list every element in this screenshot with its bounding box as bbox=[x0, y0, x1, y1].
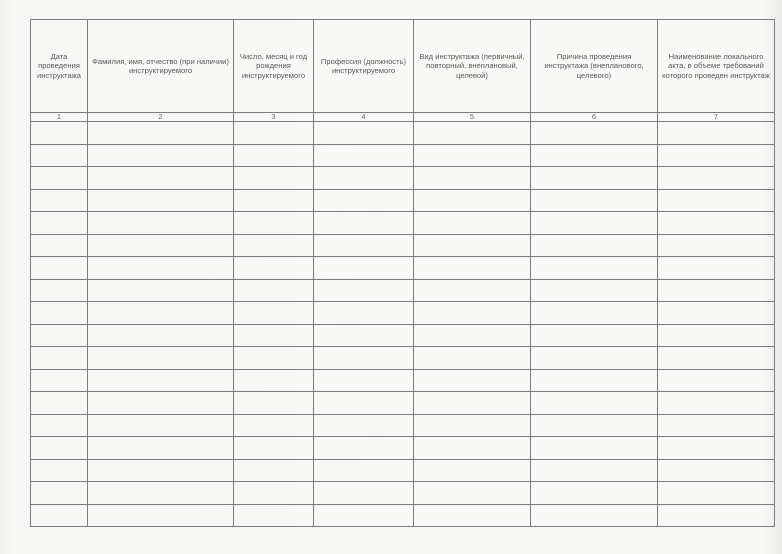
table-cell bbox=[88, 212, 234, 235]
table-cell bbox=[31, 504, 88, 527]
table-cell bbox=[234, 324, 314, 347]
table-cell bbox=[31, 414, 88, 437]
table-cell bbox=[234, 167, 314, 190]
table-cell bbox=[658, 234, 775, 257]
table-cell bbox=[88, 189, 234, 212]
table-cell bbox=[234, 437, 314, 460]
table-cell bbox=[414, 144, 531, 167]
table-cell bbox=[314, 482, 414, 505]
table-row bbox=[31, 369, 775, 392]
table-cell bbox=[88, 437, 234, 460]
table-row bbox=[31, 347, 775, 370]
table-cell bbox=[88, 459, 234, 482]
table-cell bbox=[658, 459, 775, 482]
table-cell bbox=[531, 392, 658, 415]
table-cell bbox=[314, 122, 414, 145]
table-cell bbox=[31, 437, 88, 460]
table-cell bbox=[658, 482, 775, 505]
table-cell bbox=[234, 234, 314, 257]
table-cell bbox=[658, 257, 775, 280]
table-cell bbox=[414, 437, 531, 460]
table-cell bbox=[31, 189, 88, 212]
table-cell bbox=[88, 122, 234, 145]
table-cell bbox=[531, 459, 658, 482]
table-cell bbox=[531, 144, 658, 167]
table-cell bbox=[414, 347, 531, 370]
table-cell bbox=[88, 234, 234, 257]
table-cell bbox=[88, 369, 234, 392]
header-row bbox=[31, 20, 775, 113]
table-cell bbox=[531, 482, 658, 505]
instruction-journal-table bbox=[30, 19, 775, 527]
header-birth-date: Число, месяц и год рождения инструктируемого bbox=[234, 20, 314, 113]
table-cell bbox=[414, 324, 531, 347]
table-cell bbox=[31, 392, 88, 415]
table-cell bbox=[234, 504, 314, 527]
table-cell bbox=[234, 459, 314, 482]
table-row bbox=[31, 189, 775, 212]
table-cell bbox=[31, 122, 88, 145]
column-number-5: 5 bbox=[414, 113, 531, 122]
table-cell bbox=[414, 302, 531, 325]
table-cell bbox=[531, 279, 658, 302]
table-cell bbox=[658, 167, 775, 190]
header-local-act: Наименование локального акта, в объеме требований которого проведен инструктаж bbox=[658, 20, 775, 113]
table-row bbox=[31, 414, 775, 437]
table-cell bbox=[314, 167, 414, 190]
table-cell bbox=[88, 279, 234, 302]
table-cell bbox=[414, 189, 531, 212]
table-cell bbox=[531, 414, 658, 437]
table-cell bbox=[88, 482, 234, 505]
table-row bbox=[31, 212, 775, 235]
table-cell bbox=[658, 212, 775, 235]
column-number-1: 1 bbox=[31, 113, 88, 122]
table-cell bbox=[658, 144, 775, 167]
table-cell bbox=[531, 167, 658, 190]
table-cell bbox=[531, 122, 658, 145]
header-date: Дата проведения инструктажа bbox=[31, 20, 88, 113]
table-cell bbox=[414, 212, 531, 235]
table-cell bbox=[31, 482, 88, 505]
table-cell bbox=[658, 279, 775, 302]
table-row bbox=[31, 302, 775, 325]
table-cell bbox=[314, 437, 414, 460]
table-cell bbox=[234, 122, 314, 145]
table-row bbox=[31, 437, 775, 460]
table-cell bbox=[314, 369, 414, 392]
table-cell bbox=[658, 437, 775, 460]
table-cell bbox=[31, 257, 88, 280]
table-cell bbox=[314, 414, 414, 437]
table-cell bbox=[658, 122, 775, 145]
table-cell bbox=[31, 369, 88, 392]
table-cell bbox=[88, 324, 234, 347]
table-cell bbox=[31, 167, 88, 190]
table-cell bbox=[234, 392, 314, 415]
table-cell bbox=[234, 369, 314, 392]
table-cell bbox=[31, 324, 88, 347]
table-row bbox=[31, 324, 775, 347]
table-cell bbox=[658, 189, 775, 212]
table-cell bbox=[31, 144, 88, 167]
table-cell bbox=[658, 504, 775, 527]
header-instruction-type: Вид инструктажа (первичный, повторный, внеплановый, целевой) bbox=[414, 20, 531, 113]
table-row bbox=[31, 167, 775, 190]
table-cell bbox=[31, 459, 88, 482]
table-cell bbox=[658, 324, 775, 347]
table-cell bbox=[414, 482, 531, 505]
table-row bbox=[31, 459, 775, 482]
table-cell bbox=[88, 392, 234, 415]
table-cell bbox=[234, 302, 314, 325]
table-cell bbox=[31, 347, 88, 370]
table-cell bbox=[658, 302, 775, 325]
column-number-6: 6 bbox=[531, 113, 658, 122]
table-cell bbox=[234, 189, 314, 212]
table-cell bbox=[414, 392, 531, 415]
table-cell bbox=[31, 212, 88, 235]
table-cell bbox=[314, 392, 414, 415]
table-cell bbox=[414, 369, 531, 392]
table-cell bbox=[234, 279, 314, 302]
table-cell bbox=[314, 257, 414, 280]
table-cell bbox=[234, 144, 314, 167]
table-cell bbox=[414, 279, 531, 302]
table-cell bbox=[658, 392, 775, 415]
table-cell bbox=[531, 437, 658, 460]
header-full-name: Фамилия, имя, отчество (при наличии) инструктируемого bbox=[88, 20, 234, 113]
table-cell bbox=[88, 144, 234, 167]
table-cell bbox=[414, 257, 531, 280]
table-cell bbox=[234, 414, 314, 437]
table-cell bbox=[314, 302, 414, 325]
table-cell bbox=[314, 504, 414, 527]
table-cell bbox=[531, 324, 658, 347]
column-number-7: 7 bbox=[658, 113, 775, 122]
table-cell bbox=[414, 122, 531, 145]
table-row bbox=[31, 144, 775, 167]
header-instruction-reason: Причина проведения инструктажа (внепланового, целевого) bbox=[531, 20, 658, 113]
table-cell bbox=[314, 324, 414, 347]
table-cell bbox=[314, 212, 414, 235]
header-profession: Профессия (должность) инструктируемого bbox=[314, 20, 414, 113]
table-cell bbox=[314, 459, 414, 482]
table-cell bbox=[88, 504, 234, 527]
table-cell bbox=[31, 279, 88, 302]
table-row bbox=[31, 257, 775, 280]
table-cell bbox=[658, 347, 775, 370]
table-cell bbox=[414, 167, 531, 190]
table-row bbox=[31, 504, 775, 527]
table-cell bbox=[314, 144, 414, 167]
table-cell bbox=[658, 414, 775, 437]
table-cell bbox=[531, 369, 658, 392]
column-number-4: 4 bbox=[314, 113, 414, 122]
table-cell bbox=[658, 369, 775, 392]
table-row bbox=[31, 279, 775, 302]
table-cell bbox=[531, 189, 658, 212]
table-cell bbox=[88, 302, 234, 325]
table-cell bbox=[531, 504, 658, 527]
table-cell bbox=[531, 347, 658, 370]
table-cell bbox=[414, 414, 531, 437]
column-number-3: 3 bbox=[234, 113, 314, 122]
table-cell bbox=[234, 212, 314, 235]
table-cell bbox=[234, 347, 314, 370]
table-cell bbox=[234, 482, 314, 505]
table-cell bbox=[531, 212, 658, 235]
table-cell bbox=[314, 234, 414, 257]
table-row bbox=[31, 122, 775, 145]
table-cell bbox=[31, 302, 88, 325]
table-cell bbox=[88, 257, 234, 280]
table-cell bbox=[234, 257, 314, 280]
table-cell bbox=[531, 257, 658, 280]
table-cell bbox=[414, 504, 531, 527]
table-cell bbox=[314, 347, 414, 370]
column-number-row bbox=[31, 113, 775, 122]
column-number-2: 2 bbox=[88, 113, 234, 122]
table-cell bbox=[314, 279, 414, 302]
table-cell bbox=[531, 234, 658, 257]
table-cell bbox=[88, 167, 234, 190]
table-cell bbox=[531, 302, 658, 325]
table-cell bbox=[31, 234, 88, 257]
table-cell bbox=[88, 414, 234, 437]
table-cell bbox=[414, 234, 531, 257]
journal-rows bbox=[31, 122, 775, 527]
table-cell bbox=[88, 347, 234, 370]
table-cell bbox=[314, 189, 414, 212]
table-row bbox=[31, 392, 775, 415]
table-row bbox=[31, 234, 775, 257]
table-row bbox=[31, 482, 775, 505]
table-cell bbox=[414, 459, 531, 482]
